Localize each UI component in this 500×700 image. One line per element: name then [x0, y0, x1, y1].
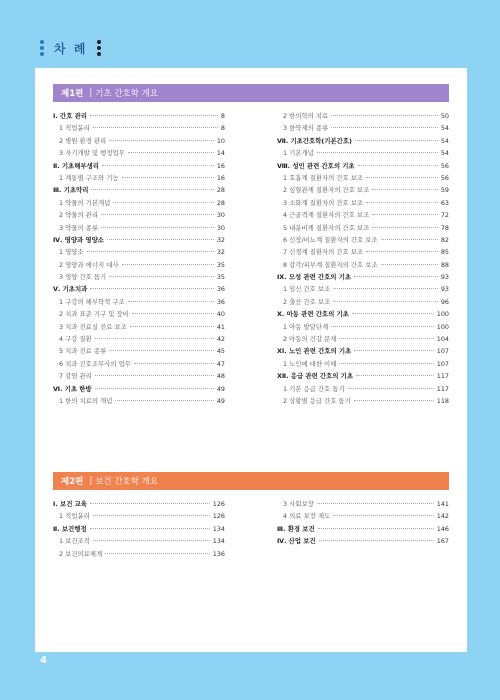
entry-page-number: 117	[436, 372, 449, 381]
dot-leader	[101, 214, 214, 215]
dot-leader	[358, 165, 438, 166]
dot-leader	[339, 338, 433, 339]
dot-leader	[354, 400, 434, 401]
dot-leader	[354, 276, 438, 277]
toc-subsection-entry[interactable]	[53, 135, 225, 147]
entry-label: 3 소화계 질환자의 간호 보조	[283, 198, 364, 207]
entry-page-number: 8	[220, 112, 225, 120]
dot-leader	[87, 251, 214, 252]
entry-page-number: 85	[440, 248, 449, 257]
toc-subsection-entry[interactable]	[53, 358, 225, 370]
entry-label: Ⅰ. 간호 관리	[53, 112, 87, 120]
dot-leader	[366, 202, 438, 203]
entry-page-number: 107	[436, 347, 449, 356]
dot-leader	[331, 326, 434, 327]
dot-leader	[130, 326, 214, 327]
toc-subsection-entry[interactable]	[53, 197, 225, 209]
entry-label: 1 보건조직	[59, 537, 90, 546]
entry-label: ⅩⅠ. 노인 관련 간호의 기초	[277, 347, 352, 356]
entry-page-number: 88	[440, 260, 449, 269]
toc-subsection-entry[interactable]	[277, 510, 449, 522]
entry-label: Ⅹ. 아동 관련 간호의 기초	[277, 310, 349, 319]
dot-leader	[109, 140, 214, 141]
entry-label: 1 노인에 대한 이해	[283, 359, 337, 368]
entry-page-number: 42	[216, 335, 225, 344]
dot-leader	[331, 115, 438, 116]
dot-leader	[93, 127, 218, 128]
entry-label: 5 치과 진료 종류	[59, 347, 107, 356]
entry-label: 8 감각/피부계 질환자의 간호 보조	[283, 260, 378, 269]
entry-page-number: 41	[216, 322, 225, 331]
toc-section-entry[interactable]	[53, 160, 225, 172]
toc-subsection-entry[interactable]	[53, 222, 225, 234]
toc-section-entry[interactable]	[53, 383, 225, 395]
entry-label: 1 구강의 해부학적 구조	[59, 297, 125, 306]
part1-right-column	[277, 110, 449, 407]
dot-leader	[372, 189, 438, 190]
entry-page-number: 35	[216, 273, 225, 282]
entry-label: 1 영양소	[59, 248, 84, 257]
toc-subsection-entry[interactable]	[277, 147, 449, 159]
dot-leader	[122, 264, 214, 265]
toc-section-entry[interactable]	[277, 271, 449, 283]
toc-subsection-entry[interactable]	[277, 383, 449, 395]
dot-leader	[339, 363, 433, 364]
entry-page-number: 134	[212, 537, 225, 546]
entry-label: 1 직업윤리	[59, 124, 90, 133]
dot-leader	[356, 375, 434, 376]
entry-page-number: 126	[212, 512, 225, 521]
entry-page-number: 63	[440, 198, 449, 207]
dot-leader	[109, 350, 214, 351]
dot-leader	[122, 177, 214, 178]
entry-page-number: 16	[216, 161, 225, 170]
dot-leader	[319, 540, 434, 541]
dot-leader	[372, 227, 438, 228]
entry-page-number: 126	[212, 500, 225, 508]
toc-subsection-entry[interactable]	[53, 209, 225, 221]
dot-leader	[93, 515, 210, 516]
dot-leader	[134, 363, 214, 364]
entry-label: Ⅲ. 기초약리	[53, 186, 89, 195]
dot-leader	[95, 338, 214, 339]
entry-page-number: 59	[440, 186, 449, 195]
entry-label: 1 계통별 구조와 기능	[59, 173, 119, 182]
entry-label: 1 약물의 기본개념	[59, 198, 111, 207]
entry-page-number: 82	[440, 235, 449, 244]
entry-label: 1 아동 발달단계	[283, 322, 329, 331]
part1-number: 제1편	[61, 89, 84, 99]
dot-leader	[90, 115, 218, 116]
toc-section-entry[interactable]	[277, 308, 449, 320]
entry-label: 4 근골격계 질환자의 간호 보조	[283, 211, 370, 220]
entry-label: 3 영양 간호 돕기	[59, 273, 107, 282]
entry-page-number: 107	[436, 359, 449, 368]
entry-page-number: 56	[440, 173, 449, 182]
toc-subsection-entry[interactable]	[53, 259, 225, 271]
dot-leader	[381, 239, 438, 240]
toc-section-entry[interactable]	[53, 523, 225, 535]
dot-leader	[95, 388, 214, 389]
dot-leader	[317, 503, 434, 504]
entry-page-number: 30	[216, 211, 225, 220]
entry-label: Ⅴ. 기초치과	[53, 285, 88, 294]
dot-leader	[372, 214, 438, 215]
dot-leader	[95, 375, 214, 376]
dot-leader	[90, 288, 214, 289]
toc-subsection-entry[interactable]	[277, 222, 449, 234]
entry-page-number: 72	[440, 211, 449, 220]
entry-label: 4 구강 질환	[59, 335, 92, 344]
toc-subsection-entry[interactable]	[53, 548, 225, 560]
toc-subsection-entry[interactable]	[53, 535, 225, 547]
entry-label: 2 심혈관계 질환자의 간호 보조	[283, 186, 370, 195]
entry-page-number: 36	[216, 285, 225, 294]
entry-label: 3 사회보장	[283, 500, 314, 508]
entry-label: 7 신경계 질환자의 간호 보조	[283, 248, 364, 257]
part1-title: 기초 간호학 개요	[95, 89, 159, 99]
dot-leader	[132, 313, 214, 314]
toc-section-entry[interactable]	[277, 523, 449, 535]
entry-page-number: 45	[216, 347, 225, 356]
entry-label: 6 치과 간호조무사의 업무	[59, 359, 131, 368]
dot-leader	[93, 540, 210, 541]
toc-subsection-entry[interactable]	[53, 333, 225, 345]
dot-leader	[90, 503, 210, 504]
toc-subsection-entry[interactable]	[53, 246, 225, 258]
entry-label: 1 한의 치료의 개념	[59, 396, 113, 405]
entry-page-number: 54	[440, 124, 449, 133]
entry-label: 2 병원 환경 관리	[59, 136, 107, 145]
entry-label: 2 치과 표준 기구 및 장비	[59, 310, 129, 319]
entry-page-number: 100	[436, 310, 449, 319]
entry-page-number: 50	[440, 112, 449, 120]
toc-subsection-entry[interactable]	[277, 110, 449, 122]
toc-subsection-entry[interactable]	[277, 246, 449, 258]
toc-subsection-entry[interactable]	[53, 308, 225, 320]
toc-subsection-entry[interactable]	[53, 370, 225, 382]
dot-leader	[355, 140, 438, 141]
entry-label: Ⅸ. 모성 관련 간호의 기초	[277, 273, 352, 282]
entry-page-number: 93	[440, 273, 449, 282]
dot-leader	[366, 251, 438, 252]
entry-page-number: 49	[216, 396, 225, 405]
entry-page-number: 56	[440, 161, 449, 170]
entry-label: 1 기본개념	[283, 149, 314, 158]
dot-leader	[354, 350, 434, 351]
toc-subsection-entry[interactable]	[53, 172, 225, 184]
entry-page-number: 54	[440, 136, 449, 145]
toc-section-entry[interactable]	[53, 184, 225, 196]
dot-leader	[333, 288, 438, 289]
toc-subsection-entry[interactable]	[277, 333, 449, 345]
toc-subsection-entry[interactable]	[53, 122, 225, 134]
part1-header: 제1편 | 기초 간호학 개요	[53, 84, 449, 102]
entry-label: Ⅲ. 환경 보건	[277, 524, 315, 533]
entry-page-number: 54	[440, 149, 449, 158]
entry-label: 3 치과 진료실 진료 보조	[59, 322, 127, 331]
entry-page-number: 47	[216, 359, 225, 368]
dot-leader	[318, 528, 434, 529]
entry-page-number: 100	[436, 322, 449, 331]
entry-label: 1 직업윤리	[59, 512, 90, 521]
part2-title: 보건 간호학 개요	[95, 477, 159, 487]
dot-leader	[101, 227, 214, 228]
dot-leader	[381, 264, 438, 265]
entry-page-number: 93	[440, 285, 449, 294]
entry-page-number: 28	[216, 198, 225, 207]
toc-subsection-entry[interactable]	[277, 358, 449, 370]
toc-section-entry[interactable]	[277, 135, 449, 147]
toc-subsection-entry[interactable]	[53, 345, 225, 357]
toc-subsection-entry[interactable]	[277, 395, 449, 407]
entry-label: Ⅳ. 영양과 영양소	[53, 235, 104, 244]
entry-label: Ⅵ. 기초 한방	[53, 384, 92, 393]
entry-page-number: 48	[216, 372, 225, 381]
toc-subsection-entry[interactable]	[53, 296, 225, 308]
toc-subsection-entry[interactable]	[277, 321, 449, 333]
entry-page-number: 104	[436, 335, 449, 344]
entry-page-number: 136	[212, 549, 225, 558]
toc-subsection-entry[interactable]	[277, 184, 449, 196]
entry-label: 2 아동의 건강 문제	[283, 335, 337, 344]
toc-subsection-entry[interactable]	[53, 395, 225, 407]
entry-page-number: 28	[216, 186, 225, 195]
entry-page-number: 36	[216, 297, 225, 306]
entry-label: 3 약물의 종류	[59, 223, 98, 232]
dot-leader	[128, 152, 214, 153]
entry-page-number: 146	[436, 524, 449, 533]
entry-page-number: 96	[440, 297, 449, 306]
dot-leader	[352, 313, 434, 314]
entry-page-number: 134	[212, 524, 225, 533]
toc-section-entry[interactable]	[277, 345, 449, 357]
dots-icon	[40, 40, 44, 56]
entry-page-number: 117	[436, 384, 449, 393]
toc-subsection-entry[interactable]	[277, 234, 449, 246]
dot-leader	[102, 165, 214, 166]
entry-label: 1 기본 응급 간호 돕기	[283, 384, 345, 393]
dot-leader	[348, 388, 434, 389]
entry-label: Ⅱ. 보건행정	[53, 524, 87, 533]
entry-label: 6 신장/비뇨계 질환자의 간호 보조	[283, 235, 378, 244]
toc-paper	[35, 68, 467, 652]
entry-label: 3 한약제의 종류	[283, 124, 329, 133]
entry-label: 3 자기개발 및 행정업무	[59, 149, 125, 158]
entry-label: Ⅷ. 성인 관련 간호의 기초	[277, 161, 355, 170]
dot-leader	[109, 276, 214, 277]
entry-label: 2 출산 간호 보조	[283, 297, 331, 306]
entry-label: Ⅳ. 산업 보건	[277, 537, 316, 546]
entry-page-number: 30	[216, 223, 225, 232]
part2-left-column	[53, 498, 225, 560]
entry-page-number: 141	[436, 500, 449, 508]
toc-subsection-entry[interactable]	[277, 498, 449, 510]
entry-page-number: 49	[216, 384, 225, 393]
page-title: 차 례	[54, 41, 88, 56]
part1-left-column	[53, 110, 225, 407]
entry-page-number: 35	[216, 260, 225, 269]
page-number: 4	[40, 655, 47, 666]
toc-section-entry[interactable]	[277, 370, 449, 382]
entry-label: ⅩⅡ. 응급 관련 간호의 기초	[277, 372, 354, 381]
entry-label: 7 감염 관리	[59, 372, 92, 381]
entry-page-number: 14	[216, 149, 225, 158]
toc-header	[40, 38, 101, 58]
entry-label: 2 상황별 응급 간호 돕기	[283, 396, 351, 405]
dots-icon	[97, 40, 101, 56]
entry-page-number: 32	[216, 248, 225, 257]
part2-header: 제2편 | 보건 간호학 개요	[53, 472, 449, 490]
dot-leader	[91, 189, 213, 190]
entry-page-number: 32	[216, 235, 225, 244]
toc-section-entry[interactable]	[277, 535, 449, 547]
entry-label: Ⅱ. 기초해부생리	[53, 161, 99, 170]
toc-section-entry[interactable]	[53, 110, 225, 122]
dot-leader	[115, 400, 213, 401]
entry-label: 5 내분비계 질환자의 간호 보조	[283, 223, 370, 232]
toc-subsection-entry[interactable]	[277, 197, 449, 209]
entry-label: 2 약물의 관리	[59, 211, 98, 220]
entry-label: 4 의료 보장 제도	[283, 512, 331, 521]
dot-leader	[113, 202, 214, 203]
dot-leader	[331, 127, 438, 128]
dot-leader	[366, 177, 438, 178]
entry-page-number: 142	[436, 512, 449, 521]
dot-leader	[105, 553, 210, 554]
toc-subsection-entry[interactable]	[277, 296, 449, 308]
dot-leader	[333, 301, 438, 302]
toc-subsection-entry[interactable]	[277, 259, 449, 271]
toc-subsection-entry[interactable]	[53, 321, 225, 333]
dot-leader	[107, 239, 214, 240]
toc-subsection-entry[interactable]	[53, 147, 225, 159]
dot-leader	[90, 528, 210, 529]
entry-label: 2 보건의료체계	[59, 549, 103, 558]
entry-label: 2 한의학의 치료	[283, 112, 329, 120]
dot-leader	[317, 152, 438, 153]
entry-label: 2 영양과 에너지 대사	[59, 260, 119, 269]
toc-subsection-entry[interactable]	[277, 122, 449, 134]
toc-subsection-entry[interactable]	[277, 172, 449, 184]
entry-page-number: 167	[436, 537, 449, 546]
dot-leader	[128, 301, 214, 302]
entry-label: Ⅶ. 기초간호학(기본간호)	[277, 136, 352, 145]
toc-section-entry[interactable]	[53, 283, 225, 295]
entry-page-number: 8	[220, 124, 225, 133]
dot-leader	[333, 515, 434, 516]
part2-right-column	[277, 498, 449, 548]
entry-label: Ⅰ. 보건 교육	[53, 500, 87, 508]
entry-label: 1 임신 간호 보조	[283, 285, 331, 294]
toc-subsection-entry[interactable]	[277, 283, 449, 295]
part2-number: 제2편	[61, 477, 84, 487]
toc-subsection-entry[interactable]	[53, 271, 225, 283]
entry-page-number: 78	[440, 223, 449, 232]
toc-section-entry[interactable]	[53, 234, 225, 246]
entry-page-number: 10	[216, 136, 225, 145]
toc-section-entry[interactable]	[277, 160, 449, 172]
toc-subsection-entry[interactable]	[277, 209, 449, 221]
toc-subsection-entry[interactable]	[53, 510, 225, 522]
entry-page-number: 118	[436, 396, 449, 405]
entry-page-number: 16	[216, 173, 225, 182]
toc-section-entry[interactable]	[53, 498, 225, 510]
entry-label: 1 호흡계 질환자의 간호 보조	[283, 173, 364, 182]
entry-page-number: 40	[216, 310, 225, 319]
